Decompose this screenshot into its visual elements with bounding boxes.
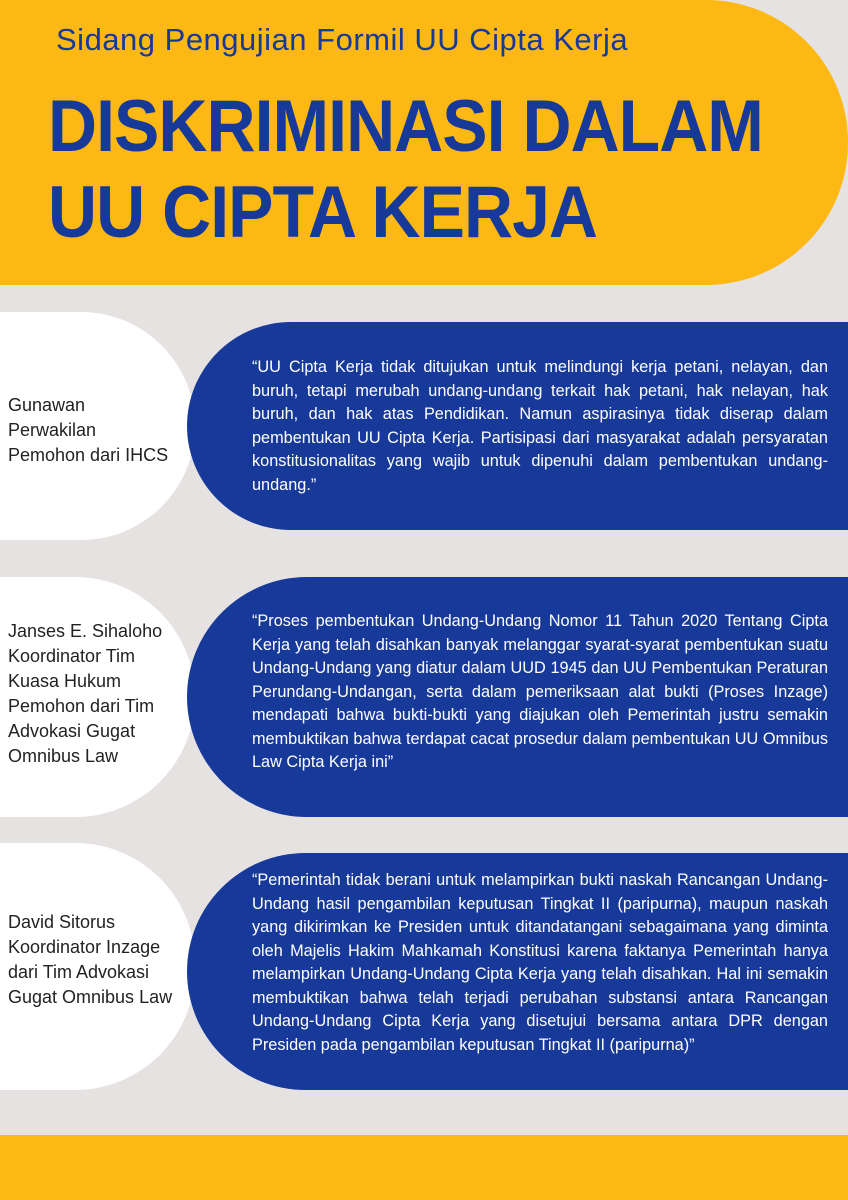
speaker-line: Gunawan — [8, 395, 86, 415]
testimony-row-3 — [0, 843, 848, 1090]
speaker-card — [0, 843, 195, 1090]
quote-box — [187, 577, 848, 817]
quote-box — [187, 322, 848, 530]
speaker-line: Gugat Omnibus Law — [8, 987, 173, 1007]
quote-box — [187, 853, 848, 1090]
speaker-name — [8, 393, 168, 468]
header-banner — [0, 0, 848, 285]
speaker-line: Janses E. Sihaloho — [8, 621, 163, 641]
speaker-line: Pemohon dari Tim — [8, 696, 155, 716]
footer-band — [0, 1135, 848, 1200]
quote-text: “Proses pembentukan Undang-Undang Nomor 11 Tahun 2020 Tentang Cipta Kerja yang telah disahkan banyak melanggar syarat-syarat pembentukan suatu Undang-Undang yang diatur dalam UUD 1945 dan UU Pembentukan Peraturan Perundang-Undangan, serta dalam pemeriksaan alat bukti (Proses Inzage) mendapati bahwa bukti-bukti yang diajukan oleh Pemerintah justru semakin membuktikan bahwa terdapat cacat prosedur dalam pembentukan UU Omnibus Law Cipta Kerja ini” — [252, 612, 828, 771]
speaker-name — [8, 619, 162, 769]
speaker-card — [0, 577, 195, 817]
speaker-line: Koordinator Tim — [8, 646, 136, 666]
speaker-line: dari Tim Advokasi — [8, 962, 150, 982]
page-title — [48, 84, 763, 256]
speaker-line: Koordinator Inzage — [8, 937, 161, 957]
speaker-line: Perwakilan — [8, 420, 97, 440]
testimony-row-1 — [0, 312, 848, 540]
speaker-line: Advokasi Gugat — [8, 721, 136, 741]
subtitle: Sidang Pengujian Formil UU Cipta Kerja — [56, 22, 629, 57]
title-line-2: UU CIPTA KERJA — [48, 172, 598, 253]
speaker-name — [8, 910, 172, 1010]
speaker-card — [0, 312, 195, 540]
quote-text: “Pemerintah tidak berani untuk melampirkan bukti naskah Rancangan Undang-Undang hasil pengambilan keputusan Tingkat II (paripurna), maupun naskah yang dikirimkan ke Presiden untuk ditandatangani sebagaimana yang diminta oleh Majelis Hakim Mahkamah Konstitusi karena faktanya Pemerintah hanya melampirkan Undang-Undang Cipta Kerja yang telah disahkan. Hal ini semakin membuktikan bahwa telah terjadi perubahan substansi antara Rancangan Undang-Undang Cipta Kerja yang disetujui bersama antara DPR dengan Presiden pada pengambilan keputusan Tingkat II (paripurna)” — [252, 871, 828, 1054]
speaker-line: Pemohon dari IHCS — [8, 445, 169, 465]
speaker-line: Omnibus Law — [8, 746, 119, 766]
title-line-1: DISKRIMINASI DALAM — [48, 86, 763, 167]
quote-text: “UU Cipta Kerja tidak ditujukan untuk melindungi kerja petani, nelayan, dan buruh, tetapi merubah undang-undang terkait hak petani, hak nelayan, hak buruh, dan hak atas Pendidikan. Namun aspirasinya tidak diserap dalam pembentukan UU Cipta Kerja. Partisipasi dari masyarakat adalah persyaratan konstitusionalitas yang wajib untuk dipenuhi dalam pembentukan undang-undang.” — [252, 358, 828, 494]
testimony-row-2 — [0, 577, 848, 817]
speaker-line: Kuasa Hukum — [8, 671, 122, 691]
speaker-line: David Sitorus — [8, 912, 116, 932]
